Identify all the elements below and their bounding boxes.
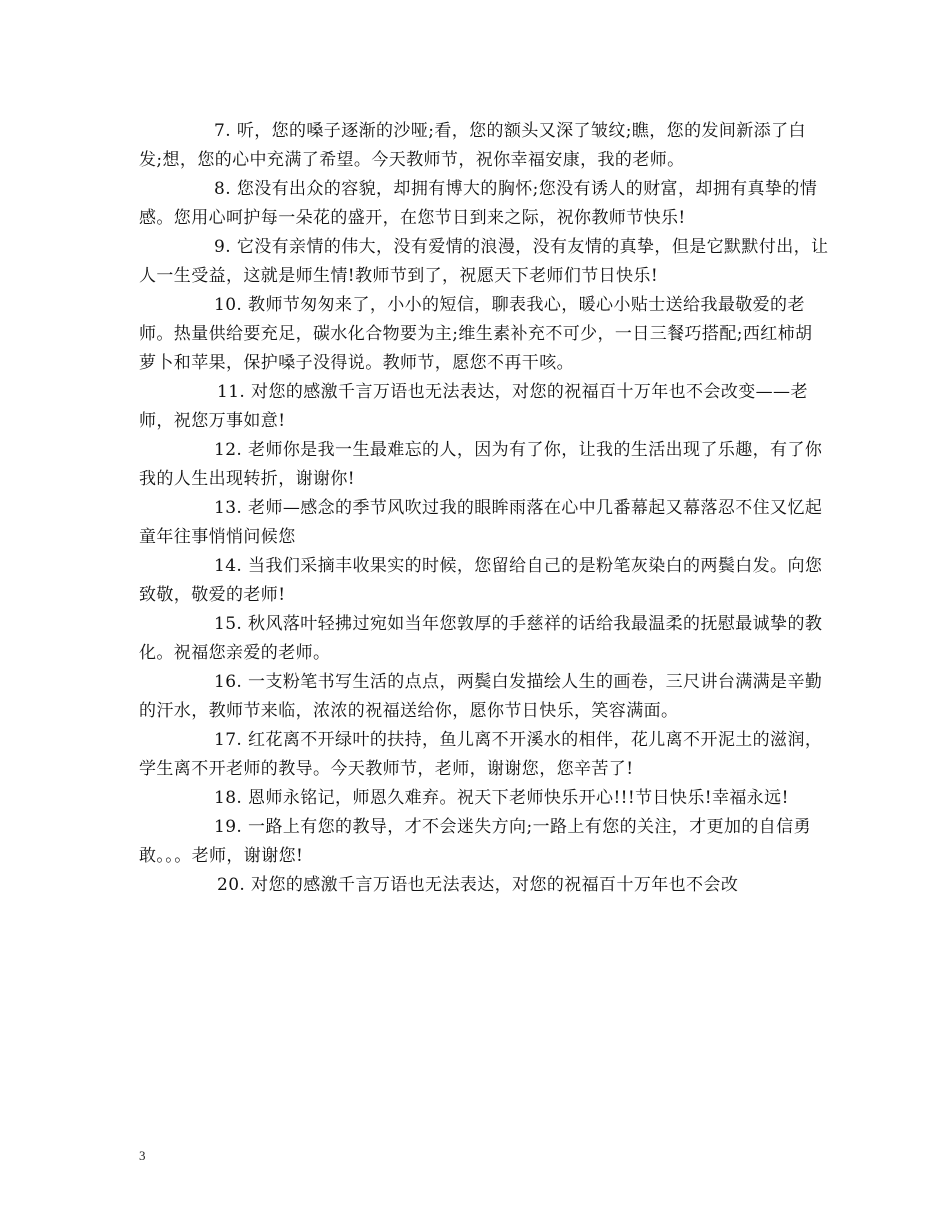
paragraph-10: 10. 教师节匆匆来了，小小的短信，聊表我心，暖心小贴士送给我最敬爱的老师。热量供给要充足，碳水化合物要为主;维生素补充不可少，一日三餐巧搭配;西红柿胡萝卜和苹果，保护嗓子没得说。教师节，愿您不再干咳。 (139, 295, 813, 373)
paragraph-18: 18. 恩师永铭记，师恩久难弃。祝天下老师快乐开心!!!节日快乐!幸福永远! (214, 788, 789, 808)
paragraph-11: 11. 对您的感激千言万语也无法表达，对您的祝福百十万年也不会改变——老师，祝您万事如意! (139, 382, 808, 431)
paragraph-9: 9. 它没有亲情的伟大，没有爱情的浪漫，没有友情的真挚，但是它默默付出，让人一生受益，这就是师生情!教师节到了，祝愿天下老师们节日快乐! (139, 237, 829, 286)
paragraph-20: 20. 对您的感激千言万语也无法表达，对您的祝福百十万年也不会改 (217, 875, 739, 895)
paragraph-12: 12. 老师你是我一生最难忘的人，因为有了你，让我的生活出现了乐趣，有了你我的人生出现转折，谢谢你! (139, 440, 823, 489)
paragraph-16: 16. 一支粉笔书写生活的点点，两鬓白发描绘人生的画卷，三尺讲台满满是辛勤的汗水，教师节来临，浓浓的祝福送给你，愿你节日快乐，笑容满面。 (139, 672, 823, 721)
paragraph-13: 13. 老师—感念的季节风吹过我的眼眸雨落在心中几番幕起又幕落忍不住又忆起童年往事悄悄问候您 (139, 498, 823, 547)
paragraph-7: 7. 听，您的嗓子逐渐的沙哑;看，您的额头又深了皱纹;瞧，您的发间新添了白发;想，您的心中充满了希望。今天教师节，祝你幸福安康，我的老师。 (139, 121, 806, 170)
paragraph-15: 15. 秋风落叶轻拂过宛如当年您敦厚的手慈祥的话给我最温柔的抚慰最诚挚的教化。祝福您亲爱的老师。 (139, 614, 823, 663)
paragraph-17: 17. 红花离不开绿叶的扶持，鱼儿离不开溪水的相伴，花儿离不开泥土的滋润，学生离不开老师的教导。今天教师节，老师，谢谢您，您辛苦了! (139, 730, 823, 779)
paragraph-19: 19. 一路上有您的教导，才不会迷失方向;一路上有您的关注，才更加的自信勇敢。。。老师，谢谢您! (139, 817, 811, 866)
document-body (139, 117, 829, 900)
paragraph-14: 14. 当我们采摘丰收果实的时候，您留给自己的是粉笔灰染白的两鬓白发。向您致敬，敬爱的老师! (139, 556, 823, 605)
paragraph-8: 8. 您没有出众的容貌，却拥有博大的胸怀;您没有诱人的财富，却拥有真挚的情感。您用心呵护每一朵花的盛开，在您节日到来之际，祝你教师节快乐! (139, 179, 818, 228)
page-number: 3 (139, 1148, 146, 1163)
